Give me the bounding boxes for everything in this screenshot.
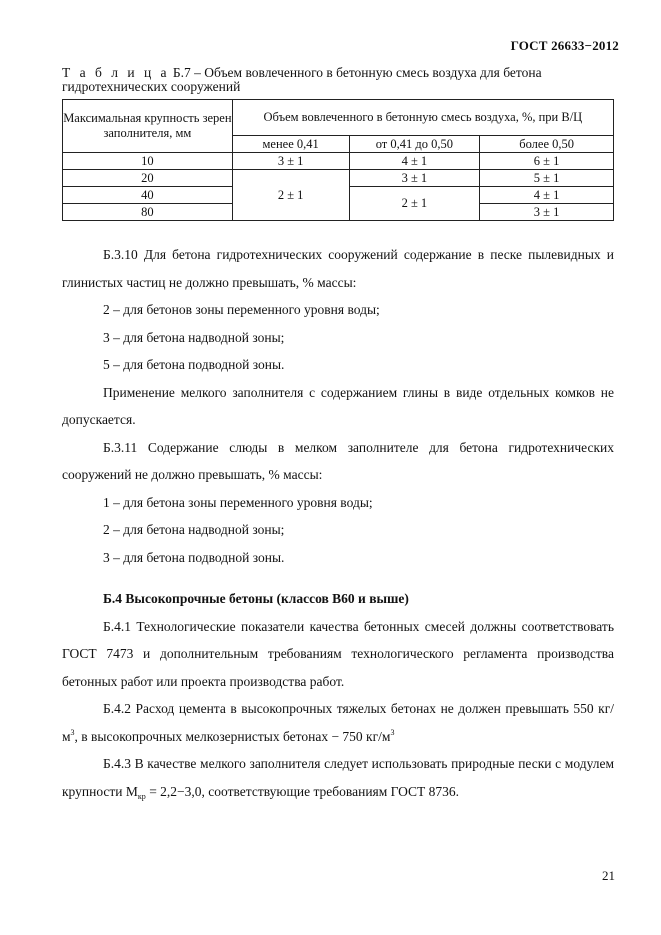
table-caption: [62, 66, 622, 94]
cell-size: 10: [63, 153, 233, 170]
paragraph-b42: [62, 695, 614, 750]
subheader-less-041: менее 0,41: [232, 136, 349, 153]
cell-value-merged: 2 ± 1: [232, 170, 349, 221]
table-row: [63, 170, 614, 187]
b43-sub: кр: [137, 791, 146, 801]
cell-size: 80: [63, 204, 233, 221]
cell-size: 40: [63, 187, 233, 204]
cell-value: 4 ± 1: [480, 187, 614, 204]
cell-size: 20: [63, 170, 233, 187]
document-body: [62, 241, 614, 805]
document-number: ГОСТ 26633−2012: [510, 38, 619, 53]
table-label: Т а б л и ц а: [62, 65, 170, 80]
cell-value: 3 ± 1: [349, 170, 480, 187]
air-content-table: [62, 99, 614, 221]
list-item: 3 – для бетона надводной зоны;: [103, 329, 285, 345]
b42-text-a: Б.4.2 Расход цемента в высокопрочных тяжелых бетонах не должен превышать 550 кг/м: [62, 701, 614, 744]
list-item: 5 – для бетона подводной зоны.: [103, 357, 285, 372]
b42-sup2: 3: [390, 727, 395, 737]
list-item: 2 – для бетонов зоны переменного уровня воды;: [103, 302, 380, 317]
paragraph-clay: Применение мелкого заполнителя с содержанием глины в виде отдельных комков не допускается.: [62, 384, 614, 427]
paragraph-b310: Б.3.10 Для бетона гидротехнических сооружений содержание в песке пылевидных и глинистых частиц не должно превышать, % массы:: [62, 247, 614, 290]
paragraph-b311: Б.3.11 Содержание слюды в мелком заполнителе для бетона гидротехнических сооружений не должно превышать, % массы:: [62, 439, 614, 482]
cell-value: 3 ± 1: [232, 153, 349, 170]
col-header-air-volume: Объем вовлеченного в бетонную смесь воздуха, %, при В/Ц: [232, 100, 613, 136]
list-item: 2 – для бетона надводной зоны;: [103, 522, 285, 537]
list-item: 3 – для бетона подводной зоны.: [103, 549, 285, 565]
subheader-041-050: от 0,41 до 0,50: [349, 136, 480, 153]
cell-value: 6 ± 1: [480, 153, 614, 170]
paragraph-b43: [62, 750, 614, 805]
b42-sup1: 3: [70, 727, 75, 737]
col-header-aggregate-size: Максимальная крупность зерен заполнителя, мм: [63, 100, 233, 153]
page-number: 21: [602, 868, 615, 883]
table-row: [63, 153, 614, 170]
cell-value: 4 ± 1: [349, 153, 480, 170]
paragraph-b41: Б.4.1 Технологические показатели качества бетонных смесей должны соответствовать ГОСТ 7473 и дополнительным требованиям технологического регламента производства бетонных работ или проекта производства работ.: [62, 618, 614, 689]
subheader-more-050: более 0,50: [480, 136, 614, 153]
b43-text-b: = 2,2−3,0, соответствующие требованиям ГОСТ 8736.: [145, 783, 460, 799]
cell-value: 5 ± 1: [480, 170, 614, 187]
table-title: Б.7 – Объем вовлеченного в бетонную смесь воздуха для бетона гидротехнических сооружений: [62, 65, 542, 94]
b42-text-b: , в высокопрочных мелкозернистых бетонах − 750 кг/м: [74, 728, 391, 744]
b43-text-a: Б.4.3 В качестве мелкого заполнителя следует использовать природные пески с модулем крупности М: [62, 756, 614, 799]
section-heading-b4: Б.4 Высокопрочные бетоны (классов В60 и выше): [103, 591, 409, 606]
cell-value-merged: 2 ± 1: [349, 187, 480, 221]
list-item: 1 – для бетона зоны переменного уровня воды;: [103, 494, 373, 510]
cell-value: 3 ± 1: [480, 204, 614, 221]
